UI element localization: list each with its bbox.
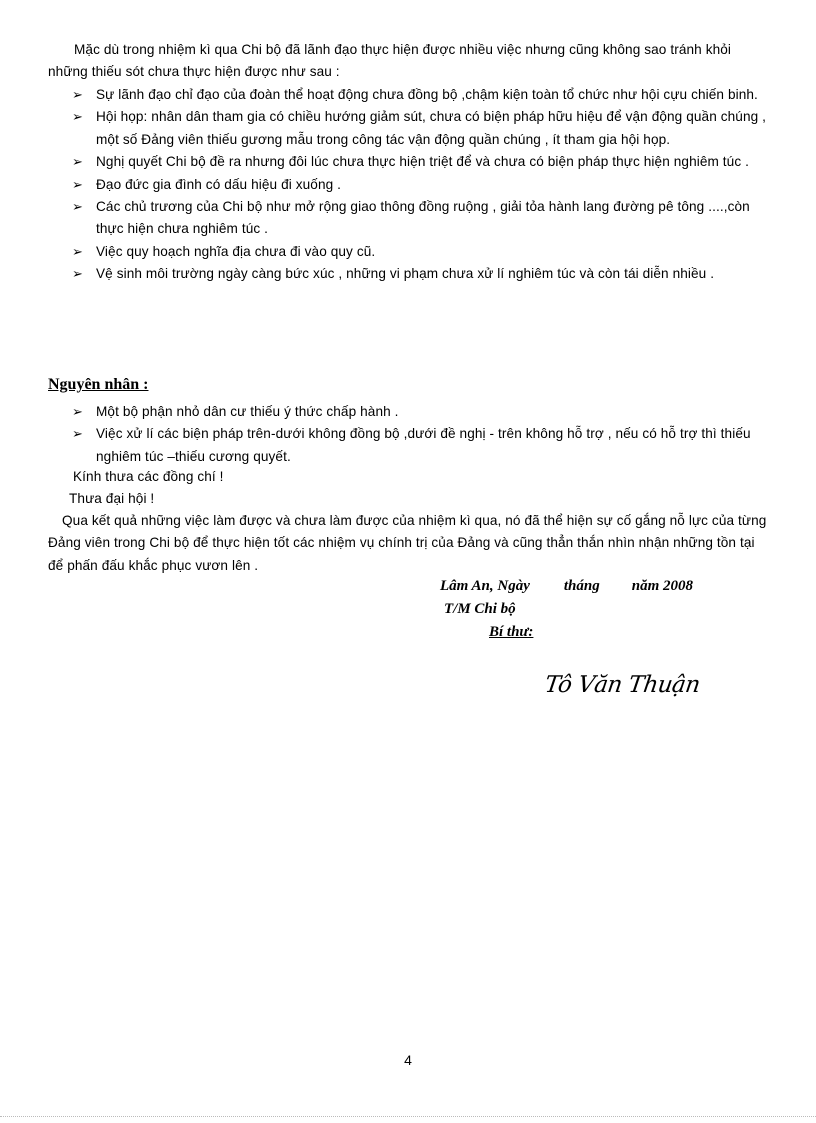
date-year: năm 2008 bbox=[631, 578, 693, 594]
list-item-text: Các chủ trương của Chi bộ như mở rộng giao thông đồng ruộng , giải tỏa hành lang đường pê tông ....,còn thực hiện chưa nghiêm túc . bbox=[96, 199, 750, 237]
arrow-bullet-icon: ➢ bbox=[72, 404, 83, 419]
arrow-bullet-icon: ➢ bbox=[72, 176, 83, 192]
list-item-text: Đạo đức gia đình có dấu hiệu đi xuống . bbox=[96, 176, 342, 192]
list-item-text: Vệ sinh môi trường ngày càng bức xúc , những vi phạm chưa xử lí nghiêm túc và còn tái diễn nhiều . bbox=[96, 266, 715, 282]
list-item-text: Việc quy hoạch nghĩa địa chưa đi vào quy cũ. bbox=[96, 243, 376, 259]
list-item bbox=[48, 84, 773, 106]
list-item-text: Sự lãnh đạo chỉ đạo của đoàn thể hoạt động chưa đồng bộ ,chậm kiện toàn tổ chức như hội cựu chiến binh. bbox=[96, 87, 758, 102]
list-item bbox=[48, 106, 773, 151]
signature-date-line bbox=[440, 578, 740, 595]
list-item bbox=[48, 401, 773, 423]
list-item bbox=[48, 263, 773, 285]
date-place: Lâm An, Ngày bbox=[440, 578, 530, 594]
shortcomings-list bbox=[48, 84, 773, 286]
list-item-text: Hội họp: nhân dân tham gia có chiều hướng giảm sút, chưa có biện pháp hữu hiệu để vận động quần chúng , một số Đảng viên thiếu gương mẫu trong công tác vận động quần chúng , ít tham gia hội họp. bbox=[96, 109, 767, 147]
list-item bbox=[48, 196, 773, 241]
signature-role: T/M Chi bộ bbox=[444, 601, 516, 617]
arrow-bullet-icon: ➢ bbox=[72, 154, 83, 170]
page-bottom-divider bbox=[0, 1116, 816, 1117]
arrow-bullet-icon: ➢ bbox=[72, 426, 83, 442]
closing-paragraph: Qua kết quả những việc làm được và chưa làm được của nhiệm kì qua, nó đã thể hiện sự cố gắng nỗ lực của từng Đảng viên trong Chi bộ để thực hiện tốt các nhiệm vụ chính trị của Đảng và cũng thẳn thắn nhìn nhận những tồn tại để phấn đấu khắc phục vươn lên . bbox=[48, 513, 767, 573]
causes-heading: Nguyên nhân : bbox=[48, 376, 149, 393]
arrow-bullet-icon: ➢ bbox=[72, 266, 83, 282]
list-item-text: Việc xử lí các biện pháp trên-dưới không đồng bộ ,dưới đề nghị - trên không hỗ trợ , nếu có hỗ trợ thì thiếu nghiêm túc –thiếu cương quyết. bbox=[96, 426, 751, 464]
arrow-bullet-icon: ➢ bbox=[72, 243, 83, 259]
list-item-text: Một bộ phận nhỏ dân cư thiếu ý thức chấp hành . bbox=[96, 404, 399, 419]
greeting-comrades: Kính thưa các đồng chí ! bbox=[73, 469, 224, 484]
list-item bbox=[48, 423, 773, 468]
causes-list bbox=[48, 401, 773, 468]
list-item bbox=[48, 151, 773, 173]
arrow-bullet-icon: ➢ bbox=[72, 199, 83, 215]
signer-name: Tô Văn Thuận bbox=[543, 672, 702, 698]
intro-paragraph: Mặc dù trong nhiệm kì qua Chi bộ đã lãnh đạo thực hiện được nhiều việc nhưng cũng không sao tránh khỏi những thiếu sót chưa thực hiện được như sau : bbox=[48, 42, 732, 80]
page-number: 4 bbox=[404, 1052, 412, 1068]
greeting-congress: Thưa đại hội ! bbox=[69, 491, 155, 506]
date-month: tháng bbox=[563, 578, 600, 594]
list-item bbox=[48, 241, 773, 263]
arrow-bullet-icon: ➢ bbox=[72, 87, 83, 102]
list-item bbox=[48, 174, 773, 196]
arrow-bullet-icon: ➢ bbox=[72, 109, 83, 125]
signature-title: Bí thư: bbox=[489, 624, 534, 640]
list-item-text: Nghị quyết Chi bộ đề ra nhưng đôi lúc chưa thực hiện triệt để và chưa có biện pháp thực hiện nghiêm túc . bbox=[96, 154, 749, 170]
